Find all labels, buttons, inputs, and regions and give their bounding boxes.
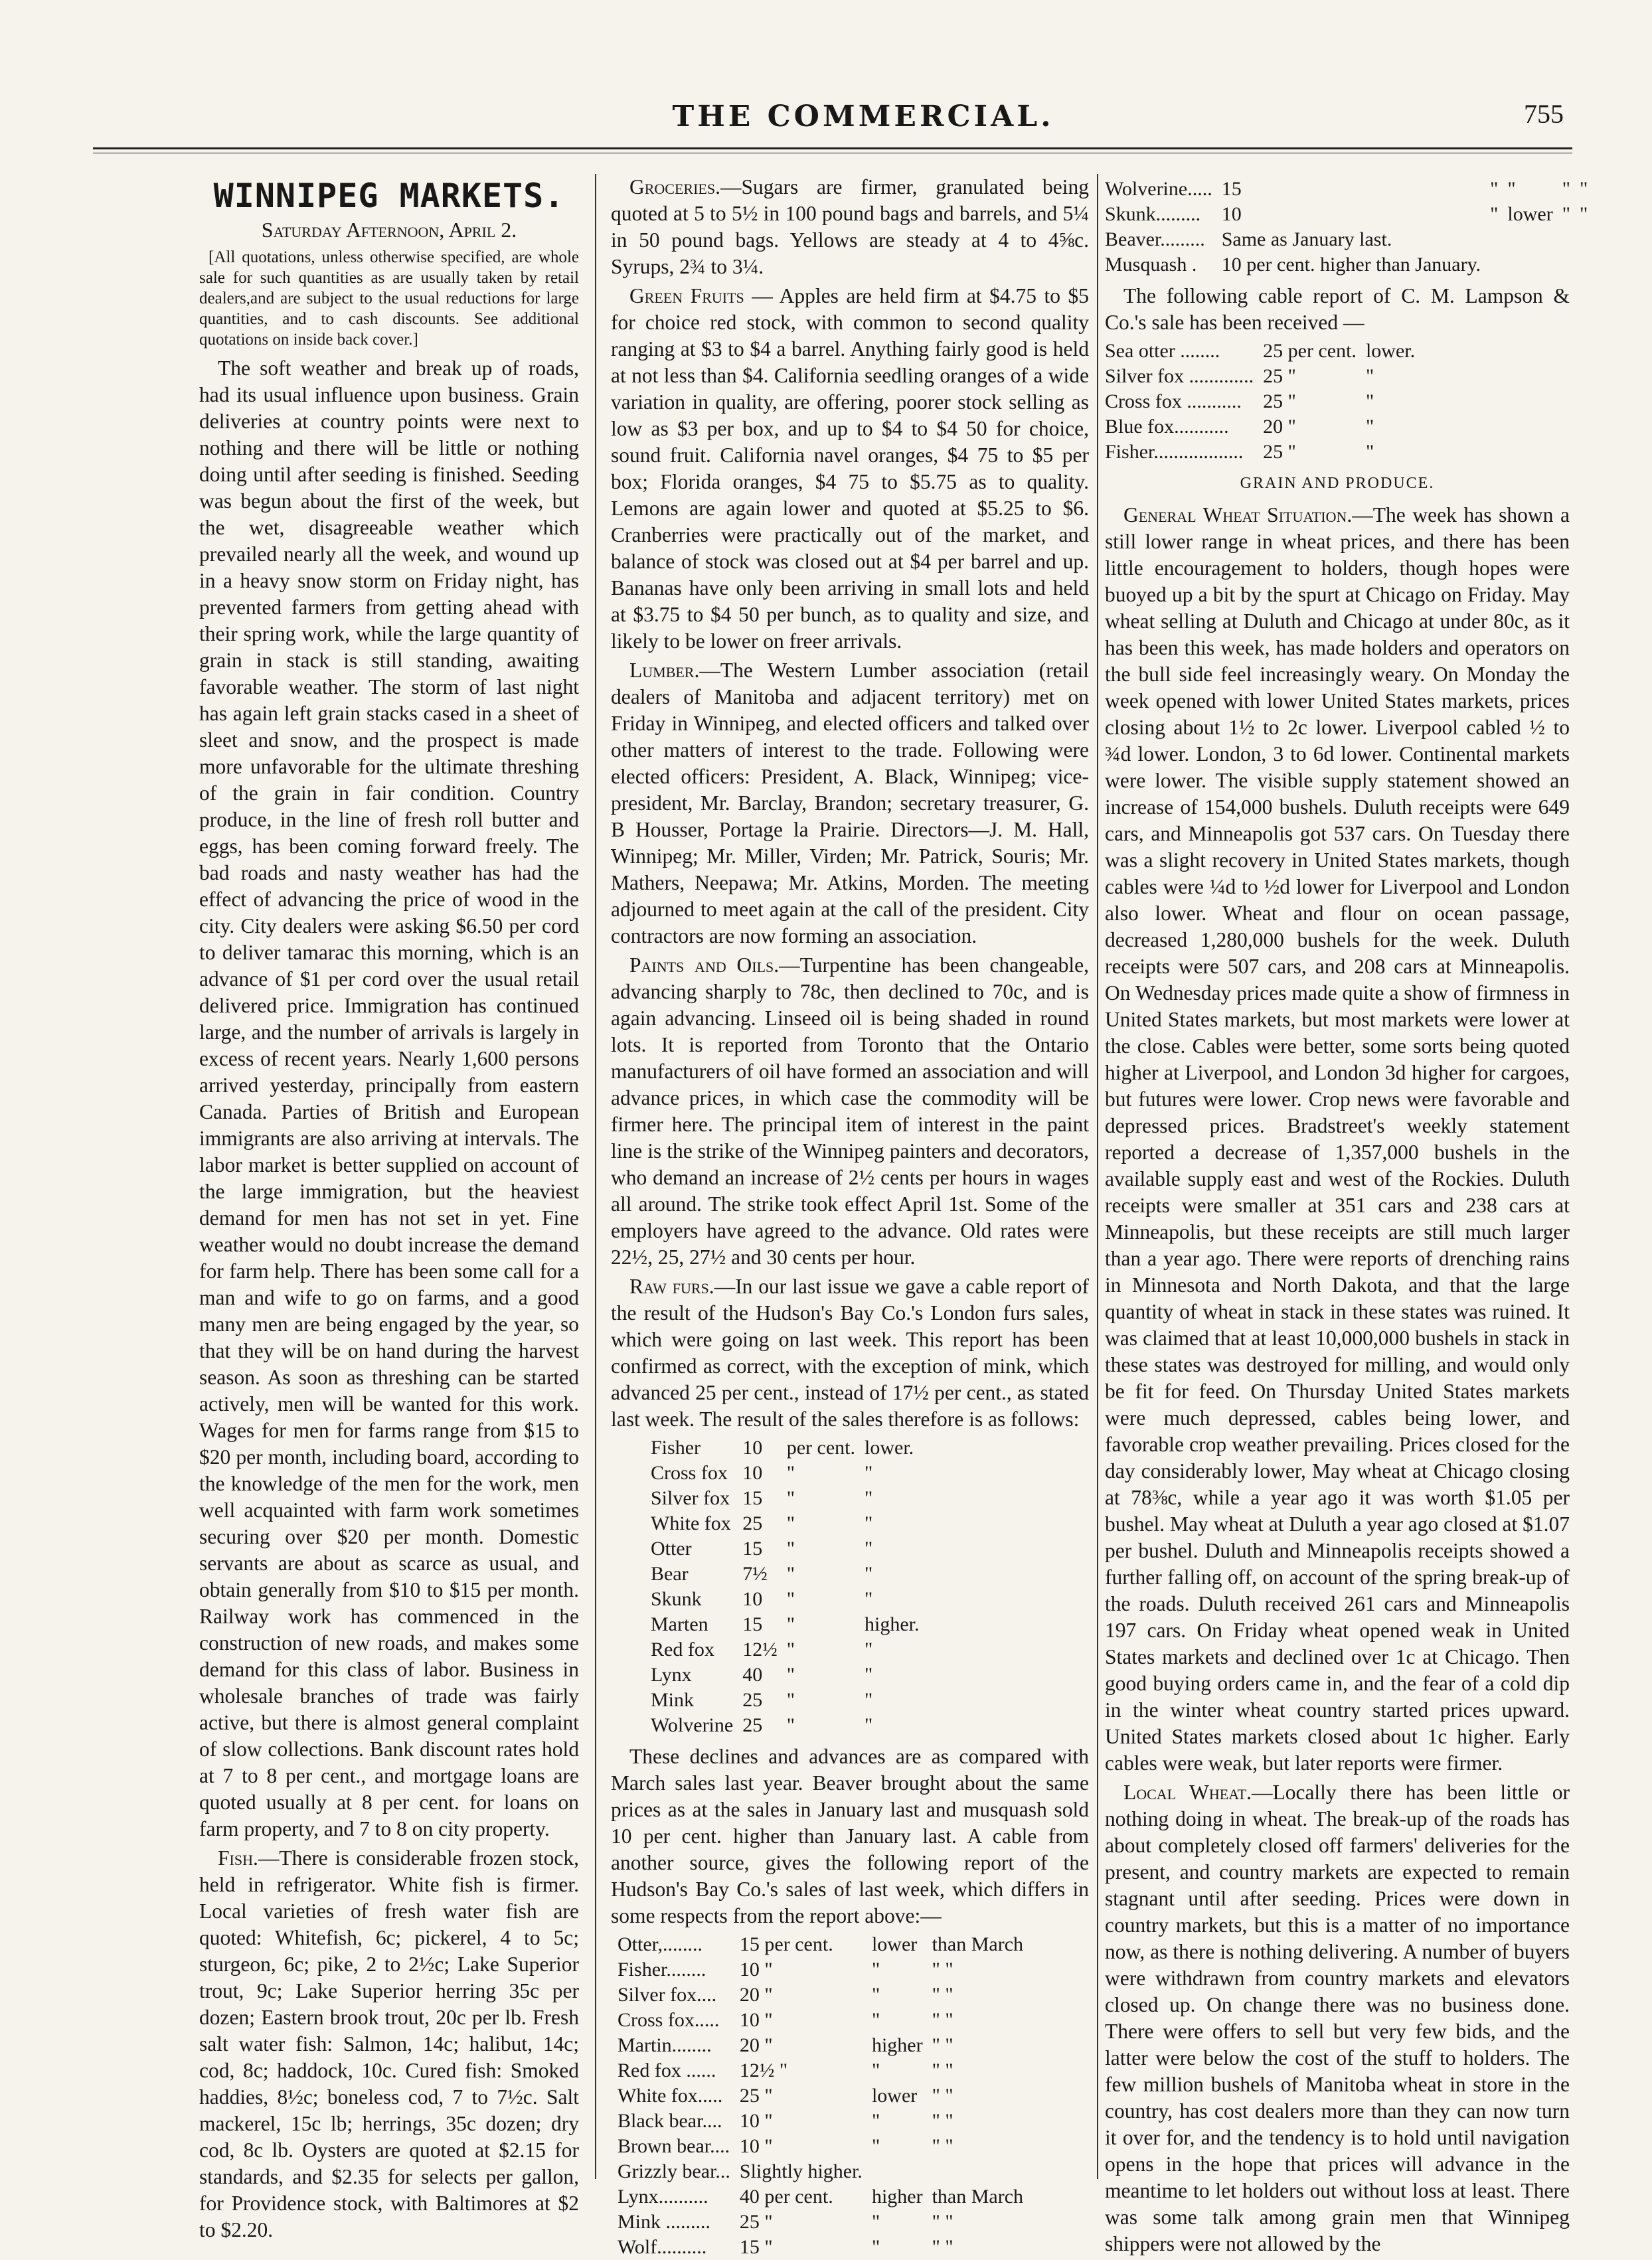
table-row bbox=[1105, 202, 1597, 227]
table-cell: " bbox=[871, 2059, 880, 2081]
table-cell: Mink bbox=[651, 1689, 695, 1711]
table-row bbox=[1105, 414, 1424, 440]
table-row bbox=[651, 1511, 929, 1536]
table-cell: " " bbox=[932, 2059, 953, 2081]
table-row bbox=[1105, 177, 1597, 202]
table-cell: " bbox=[786, 1639, 795, 1660]
table-cell bbox=[1562, 227, 1580, 252]
table-cell: than March bbox=[932, 1933, 1024, 1955]
paints-paragraph bbox=[611, 952, 1089, 1271]
table-cell: 10 bbox=[742, 1462, 763, 1484]
table-cell bbox=[1580, 227, 1597, 252]
green-fruits-paragraph bbox=[611, 283, 1089, 655]
table-cell: " bbox=[1365, 441, 1374, 463]
table-cell: 7½ bbox=[742, 1563, 768, 1585]
table-cell: 25 bbox=[742, 1714, 763, 1736]
table-cell: " bbox=[871, 2236, 880, 2258]
table-cell: Wolf.......... bbox=[618, 2236, 707, 2258]
table-cell: 10 bbox=[1221, 203, 1242, 225]
table-cell: " bbox=[786, 1689, 795, 1711]
table-row bbox=[651, 1562, 929, 1587]
table-cell: higher. bbox=[865, 1613, 920, 1635]
table-cell: Cross fox ........... bbox=[1105, 390, 1242, 412]
table-cell: Fisher bbox=[651, 1437, 701, 1459]
lampson-cable-intro: The following cable report of C. M. Lampson & Co.'s sale has been received — bbox=[1105, 284, 1570, 334]
table-row bbox=[618, 2159, 1032, 2184]
green-fruits-text: — Apples are held firm at $4.75 to $5 for choice red stock, with common to second quality ranging at $3 to $4 a barrel. Anything fairly good is held at not less than $4. California seedling oranges of a wide variation in quality, are offering, poorer stock selling as low as $3 per box, and up to $4 to $4 50 for choice, sound fruit. California navel oranges, $4 75 to $5 per box; Florida oranges, $4 75 to $5.75 as to quality. Lemons are again lower and quoted at $5.25 to $6. Cranberries were practically out of the market, and balance of stock was closed out at $4 per barrel and up. Bananas have only been arriving in small lots and held at $3.75 to $4 50 per bunch, as to quality and size, and likely to be lower on freer arrivals. bbox=[611, 284, 1089, 653]
table-row bbox=[618, 2083, 1032, 2109]
table-row bbox=[651, 1536, 929, 1562]
table-cell: " " bbox=[932, 1959, 953, 1980]
table-row bbox=[618, 2033, 1032, 2058]
table-cell: 25 bbox=[742, 1689, 763, 1711]
groceries-paragraph bbox=[611, 174, 1089, 280]
raw-furs-text: —In our last issue we gave a cable report of the result of the Hudson's Bay Co.'s London furs sales, which were going on last week. This report has been confirmed as correct, with the exception of mink, which advanced 25 per cent., instead of 17½ per cent., as stated last week. The result of the sales therefore is as follows: bbox=[611, 1275, 1090, 1431]
table-row bbox=[651, 1662, 929, 1688]
table-cell: White fox bbox=[651, 1512, 731, 1534]
table-cell: " bbox=[786, 1487, 795, 1509]
table-row bbox=[618, 1957, 1032, 1982]
table-cell: Red fox bbox=[651, 1639, 714, 1660]
table-row bbox=[618, 2109, 1032, 2134]
table-cell bbox=[1580, 252, 1597, 278]
table-cell: lower bbox=[871, 2085, 918, 2107]
table-cell: " bbox=[1579, 203, 1588, 225]
header-rule bbox=[93, 147, 1572, 149]
table-cell: Blue fox........... bbox=[1105, 416, 1229, 438]
table-cell: " " bbox=[932, 2211, 953, 2233]
table-cell: " bbox=[865, 1538, 873, 1560]
table-cell bbox=[1490, 227, 1507, 252]
column-1 bbox=[199, 174, 579, 2241]
table-cell: " " bbox=[932, 2009, 953, 2031]
table-cell: " bbox=[865, 1512, 873, 1534]
table-cell: 40 per cent. bbox=[739, 2186, 833, 2208]
table-cell: " bbox=[865, 1714, 873, 1736]
table-cell: White fox..... bbox=[618, 2085, 723, 2107]
page-number: 755 bbox=[1524, 99, 1564, 129]
table-cell: " bbox=[871, 2009, 880, 2031]
table-cell: Mink ......... bbox=[618, 2211, 711, 2233]
table-cell: Wolverine bbox=[651, 1714, 734, 1736]
table-cell: " " bbox=[932, 2236, 953, 2258]
table-cell: 25 " bbox=[1263, 365, 1296, 387]
table-cell: 25 " bbox=[1263, 441, 1296, 463]
table-cell: 10 per cent. higher than January. bbox=[1221, 254, 1481, 276]
table-cell: lower. bbox=[1365, 340, 1416, 362]
groceries-text: —Sugars are firmer, granulated being quoted at 5 to 5½ in 100 pound bags and barrels, and 5¼ in 50 pound bags. Yellows are steady at 4 to 4⅝c. Syrups, 2¾ to 3¼. bbox=[611, 175, 1089, 278]
table-cell: 15 bbox=[742, 1487, 763, 1509]
table-row bbox=[651, 1461, 929, 1486]
table-cell: " bbox=[786, 1512, 795, 1534]
table-cell: 20 " bbox=[739, 1984, 773, 2006]
table-cell: Black bear.... bbox=[618, 2110, 722, 2132]
table-cell: 12½ " bbox=[739, 2059, 788, 2081]
table-cell: " bbox=[786, 1588, 795, 1610]
table-cell: " bbox=[871, 2135, 880, 2157]
table-row bbox=[618, 2235, 1032, 2260]
table-cell: Silver fox.... bbox=[618, 1984, 717, 2006]
table-row bbox=[1105, 389, 1424, 414]
table-cell: Slightly higher. bbox=[739, 2160, 863, 2182]
dateline: Saturday Afternoon, April 2. bbox=[261, 218, 517, 242]
table-cell: " bbox=[865, 1487, 873, 1509]
table-cell: 10 " bbox=[739, 2110, 773, 2132]
table-cell: Bear bbox=[651, 1563, 689, 1585]
table-row bbox=[651, 1713, 929, 1738]
table-cell: 15 " bbox=[739, 2236, 773, 2258]
table-cell: Brown bear.... bbox=[618, 2135, 730, 2157]
wheat-situation-label: General Wheat Situation. bbox=[1123, 503, 1353, 526]
table-row bbox=[618, 2210, 1032, 2235]
table-cell: 12½ bbox=[742, 1639, 778, 1660]
table-cell: " bbox=[865, 1588, 873, 1610]
table-cell: " bbox=[1562, 178, 1570, 200]
table-cell: " bbox=[871, 2211, 880, 2233]
quotation-note: [All quotations, unless otherwise specified, are whole sale for such quantities as are usually taken by retail dealers,and are subject to the usual reductions for large quantities, and to cash discounts. See additional quotations on inside back cover.] bbox=[199, 248, 579, 349]
table-row bbox=[651, 1612, 929, 1637]
table-row bbox=[618, 2008, 1032, 2033]
table-cell: " bbox=[786, 1462, 795, 1484]
table-cell: 40 bbox=[742, 1664, 763, 1686]
table-cell: 10 bbox=[742, 1588, 763, 1610]
table-cell bbox=[1507, 252, 1562, 278]
lumber-paragraph bbox=[611, 657, 1089, 949]
column-divider bbox=[1097, 174, 1098, 2179]
table-cell: Same as January last. bbox=[1221, 228, 1392, 250]
local-wheat-text: —Locally there has been little or nothing doing in wheat. The break-up of the roads has about completely closed off farmers' deliveries for the present, and country markets are expected to remain stagnant until after seeding. Prices were down in country markets, but this is a matter of no importance now, as there is nothing delivering. A number of buyers were withdrawn from country markets and elevators closed up. On change there was no business done. There were offers to sell but very few bids, and the latter were below the cost of the stuff to holders. The few million bushels of Manitoba wheat in store in the country, has cost dealers more than they can now turn it over for, and the tendency is to hold until navigation opens in the hope that prices will advance in the meantime to let holders out without loss at least. There was some talk among grain men that Winnipeg shippers were not allowed by the bbox=[1105, 1781, 1570, 2255]
table-row bbox=[618, 2184, 1032, 2210]
table-cell: lower. bbox=[865, 1437, 914, 1459]
table-row bbox=[1105, 339, 1424, 364]
table-cell: " bbox=[865, 1563, 873, 1585]
table-cell: Cross fox..... bbox=[618, 2009, 720, 2031]
table-cell: " bbox=[865, 1639, 873, 1660]
table-cell: " bbox=[865, 1462, 873, 1484]
table-cell: Cross fox bbox=[651, 1462, 728, 1484]
table-cell: " bbox=[786, 1714, 795, 1736]
table-cell: per cent. bbox=[786, 1437, 855, 1459]
table-cell bbox=[872, 2159, 932, 2184]
table-cell: 20 " bbox=[739, 2034, 773, 2056]
fish-label: Fish. bbox=[218, 1846, 258, 1870]
table-cell: Martin........ bbox=[618, 2034, 712, 2056]
masthead-title: THE COMMERCIAL. bbox=[672, 100, 1054, 133]
table-row bbox=[651, 1637, 929, 1662]
table-cell bbox=[1490, 252, 1507, 278]
fur-sales-table bbox=[651, 1435, 929, 1738]
table-cell: " bbox=[871, 2110, 880, 2132]
table-row bbox=[651, 1435, 929, 1461]
table-cell: " bbox=[1365, 365, 1374, 387]
column-divider bbox=[595, 174, 596, 2179]
table-cell: 25 per cent. bbox=[1263, 340, 1357, 362]
paints-text: —Turpentine has been changeable, advancing sharply to 78c, then declined to 70c, and is again advancing. Linseed oil is being shaded in round lots. It is reported from Toronto that the Ontario manufacturers of oil have formed an association and will advance prices, in which case the commodity will be firmer here. The principal item of interest in the paint line is the strike of the Winnipeg painters and decorators, who demand an increase of 2½ cents per hours in wages all around. The strike took effect April 1st. Some of the employers have agreed to the advance. Old rates were 22½, 25, 27½ and 30 cents per hour. bbox=[611, 953, 1089, 1269]
table-cell: lower bbox=[871, 1933, 918, 1955]
table-row bbox=[618, 2058, 1032, 2083]
raw-furs-label: Raw furs. bbox=[629, 1275, 714, 1298]
table-cell: 15 bbox=[742, 1613, 763, 1635]
table-cell: 25 bbox=[742, 1512, 763, 1534]
local-wheat-label: Local Wheat. bbox=[1123, 1781, 1252, 1804]
table-cell: " bbox=[871, 1984, 880, 2006]
table-cell: Musquash . bbox=[1105, 254, 1197, 276]
table-cell bbox=[1507, 227, 1562, 252]
market-report-paragraph: The soft weather and break up of roads, had its usual influence upon business. Grain deliveries at country points were next to nothing and there will be little or nothing doing until after seeding is finished. Seeding was begun about the first of the week, but the wet, disagreeable weather which prevailed nearly all the week, and wound up in a heavy snow storm on Friday night, has prevented farmers from getting ahead with their spring work, while the large quantity of grain in stack is still standing, awaiting favorable weather. The storm of last night has again left grain stacks cased in a sheet of sleet and snow, and the prospect is made more unfavorable for the ultimate threshing of the grain in fair condition. Country produce, in the line of fresh roll butter and eggs, has been coming forward freely. The bad roads and nasty weather has had the effect of advancing the price of wood in the city. City dealers were asking $6.50 per cord to deliver tamarac this morning, which is an advance of $1 per cord over the usual retail delivered price. Immigration has continued large, and the number of arrivals is largely in excess of recent years. Nearly 1,600 persons arrived yesterday, principally from eastern Canada. Parties of British and European immigrants are also arriving at intervals. The labor market is better supplied on account of the large immigration, but the heaviest demand for men has not set in yet. Fine weather would no doubt increase the demand for farm help. There has been some call for a man and wife to go on farms, and a good many men are being engaged by the year, so that they will be on hand during the harvest season. As soon as threshing can be started actively, men will be wanted for this work. Wages for men for farms range from $15 to $20 per month, including board, according to the knowledge of the men for the work, men well acquainted with farm work sometimes securing over $20 per month. Domestic servants are about as scarce as usual, and obtain generally from $10 to $15 per month. Railway work has commenced in the construction of new roads, and makes some demand for this class of labor. Business in wholesale branches of trade was fairly active, but there is almost general complaint of slow collections. Bank discount rates hold at 7 to 8 per cent., and mortgage loans are quoted usually at 8 per cent. for loans on farm property, and 7 to 8 on city property. bbox=[199, 357, 579, 1840]
raw-furs-paragraph bbox=[611, 1273, 1089, 1433]
grain-produce-heading: GRAIN AND PRODUCE. bbox=[1240, 475, 1435, 492]
table-row bbox=[618, 2134, 1032, 2159]
table-cell: " " bbox=[932, 2110, 953, 2132]
lumber-label: Lumber. bbox=[629, 659, 700, 682]
paints-label: Paints and Oils. bbox=[629, 953, 780, 977]
table-cell: 10 " bbox=[739, 1959, 773, 1980]
table-cell: Lynx bbox=[651, 1664, 692, 1686]
table-row bbox=[618, 1932, 1032, 1957]
table-cell: " bbox=[1507, 178, 1516, 200]
table-row bbox=[651, 1688, 929, 1713]
table-cell: " bbox=[865, 1664, 873, 1686]
table-cell bbox=[1562, 252, 1580, 278]
table-cell: " " bbox=[932, 2135, 953, 2157]
table-row bbox=[651, 1486, 929, 1511]
table-cell: " bbox=[1365, 416, 1374, 438]
column-3 bbox=[1105, 174, 1588, 2255]
table-cell: Fisher........ bbox=[618, 1959, 706, 1980]
table-cell: Fisher.................. bbox=[1105, 441, 1244, 463]
table-cell: 20 " bbox=[1263, 416, 1296, 438]
table-row bbox=[1105, 364, 1424, 389]
table-cell: Marten bbox=[651, 1613, 708, 1635]
table-cell: Beaver......... bbox=[1105, 228, 1205, 250]
table-cell: 25 " bbox=[739, 2085, 773, 2107]
fish-paragraph bbox=[199, 1845, 579, 2243]
lampson-sales-table bbox=[1105, 339, 1424, 465]
table-row bbox=[618, 1982, 1032, 2008]
fur-sales-table-continued bbox=[1105, 177, 1597, 278]
table-cell: Skunk bbox=[651, 1588, 702, 1610]
table-cell: higher bbox=[871, 2034, 923, 2056]
table-cell: " bbox=[1490, 178, 1499, 200]
table-row bbox=[1105, 252, 1597, 278]
table-cell: " " bbox=[932, 1984, 953, 2006]
groceries-label: Groceries. bbox=[629, 175, 720, 199]
table-cell: 10 bbox=[742, 1437, 763, 1459]
table-row bbox=[1105, 227, 1597, 252]
wheat-situation-text: —The week has shown a still lower range in wheat prices, and there has been little encouragement to holders, though hopes were buoyed up a bit by the spurt at Chicago on Friday. May wheat selling at Duluth and Chicago at under 80c, as it has been this week, has made holders and operators on the bull side feel increasingly weary. On Monday the week opened with lower United States markets, prices closing about 1½ to 2c lower. Liverpool cabled ½ to ¾d lower. London, 3 to 6d lower. Continental markets were lower. The visible supply statement showed an increase of 154,000 bushels. Duluth receipts were 649 cars, and Minneapolis got 537 cars. On Tuesday there was a slight recovery in United States markets, though cables were ¼d to ½d lower for Liverpool and London also lower. Wheat and flour on ocean passage, decreased 1,280,000 bushels for the week. Duluth receipts were 507 cars, and 208 cars at Minneapolis. On Wednesday prices made quite a show of firmness in United States markets, but most markets were lower at the close. Cables were better, some sorts being quoted higher at Liverpool, and London 3d higher for cargoes, but futures were lower. Crop news were favorable and depressed prices. Bradstreet's weekly statement reported a decrease of 1,357,000 bushels in the available supply east and west of the Rockies. Duluth receipts were smaller at 351 cars and 238 cars at Minneapolis, but these receipts are still much larger than a year ago. There were reports of drenching rains in Minnesota and North Dakota, and that the large quantity of wheat in stack in these states was ruined. It was claimed that at least 10,000,000 bushels in stack in these states was destroyed for milling, and would only be fit for feed. On Thursday United States markets were much depressed, cables being lower, and favorable crop weather prevailing. Prices closed for the day considerably lower, May wheat at Chicago closing at 78⅜c, while a year ago it was worth $1.05 per bushel. May wheat at Duluth a year ago closed at $1.07 per bushel. Duluth and Minneapolis receipts showed a further falling off, on account of the spring break-up of the roads. Duluth received 261 cars and Minneapolis 197 cars. On Friday wheat opened weak in United States markets and declined over 1c at Chicago. Then good buying orders came in, and the fear of a cold dip in the winter wheat country started prices upward. United States markets closed about 1c higher. Early cables were weak, but later reports were firmer. bbox=[1105, 503, 1570, 1775]
fur-sales-table-2 bbox=[618, 1932, 1032, 2260]
table-cell: Skunk......... bbox=[1105, 203, 1201, 225]
table-cell: " " bbox=[932, 2034, 953, 2056]
table-cell: 15 bbox=[1221, 178, 1242, 200]
raw-furs-paragraph-2: These declines and advances are as compared with March sales last year. Beaver brought about the same prices as at the sales in January last and musquash sold 10 per cent. higher than January last. A cable from another source, gives the following report of the Hudson's Bay Co.'s sales of last week, which differs in some respects from the report above:— bbox=[611, 1745, 1089, 1927]
table-cell: 10 " bbox=[739, 2135, 773, 2157]
table-cell: than March bbox=[932, 2186, 1024, 2208]
table-cell: " bbox=[1365, 390, 1374, 412]
table-cell: Silver fox bbox=[651, 1487, 730, 1509]
table-cell: Sea otter ........ bbox=[1105, 340, 1220, 362]
table-cell: " bbox=[786, 1538, 795, 1560]
green-fruits-label: Green Fruits bbox=[629, 284, 744, 307]
lumber-text: —The Western Lumber association (retail dealers of Manitoba and adjacent territory) met on Friday in Winnipeg, and elected officers and talked over other matters of interest to the trade. Following were elected officers: President, A. Black, Winnipeg; vice-president, Mr. Barclay, Brandon; secretary treasurer, G. B Housser, Portage la Prairie. Directors—J. M. Hall, Winnipeg; Mr. Miller, Virden; Mr. Patrick, Souris; Mr. Mathers, Neepawa; Mr. Atkins, Morden. The meeting adjourned to meet again at the call of the president. City contractors are now forming an association. bbox=[611, 659, 1089, 947]
table-cell: " bbox=[1579, 178, 1588, 200]
table-cell: Otter bbox=[651, 1538, 692, 1560]
local-wheat-paragraph bbox=[1105, 1779, 1570, 2257]
table-cell bbox=[932, 2159, 1032, 2184]
table-cell: 25 " bbox=[1263, 390, 1296, 412]
table-cell: " bbox=[1562, 203, 1570, 225]
table-cell: 15 per cent. bbox=[739, 1933, 833, 1955]
wheat-situation-paragraph bbox=[1105, 502, 1570, 1777]
table-row bbox=[651, 1587, 929, 1612]
section-heading: WINNIPEG MARKETS. bbox=[213, 177, 565, 215]
table-cell: " " bbox=[932, 2085, 953, 2107]
table-cell: " bbox=[786, 1613, 795, 1635]
table-cell: " bbox=[871, 1959, 880, 1980]
column-2 bbox=[611, 174, 1090, 2258]
table-cell: " bbox=[786, 1563, 795, 1585]
table-cell: Lynx.......... bbox=[618, 2186, 708, 2208]
table-cell: Wolverine..... bbox=[1105, 178, 1212, 200]
table-cell: Red fox ...... bbox=[618, 2059, 716, 2081]
fish-text: —There is considerable frozen stock, held in refrigerator. White fish is firmer. Local varieties of fresh water fish are quoted: Whitefish, 6c; pickerel, 4 to 5c; sturgeon, 6c; pike, 2 to 2½c; Lake Superior trout, 9c; Lake Superior herring 35c per dozen; Eastern brook trout, 20c per lb. Fresh salt water fish: Salmon, 14c; halibut, 14c; cod, 8c; haddock, 10c. Cured fish: Smoked haddies, 8½c; boneless cod, 7 to 7½c. Salt mackerel, 15c lb; herrings, 35c dozen; dry cod, 8c lb. Oysters are quoted at $2.15 for standards, and $2.35 for selects per gallon, for Providence stock, with Baltimores at $2 to $2.20. bbox=[199, 1846, 579, 2241]
table-cell: Otter,........ bbox=[618, 1933, 702, 1955]
table-cell: 10 " bbox=[739, 2009, 773, 2031]
table-cell: " bbox=[865, 1689, 873, 1711]
table-cell: Silver fox ............. bbox=[1105, 365, 1254, 387]
table-row bbox=[1105, 440, 1424, 465]
table-cell: 15 bbox=[742, 1538, 763, 1560]
table-cell: Grizzly bear... bbox=[618, 2160, 730, 2182]
table-cell: 25 " bbox=[739, 2211, 773, 2233]
table-cell: higher bbox=[871, 2186, 923, 2208]
table-cell: " bbox=[786, 1664, 795, 1686]
table-cell: lower bbox=[1507, 203, 1553, 225]
table-cell: " bbox=[1490, 203, 1499, 225]
